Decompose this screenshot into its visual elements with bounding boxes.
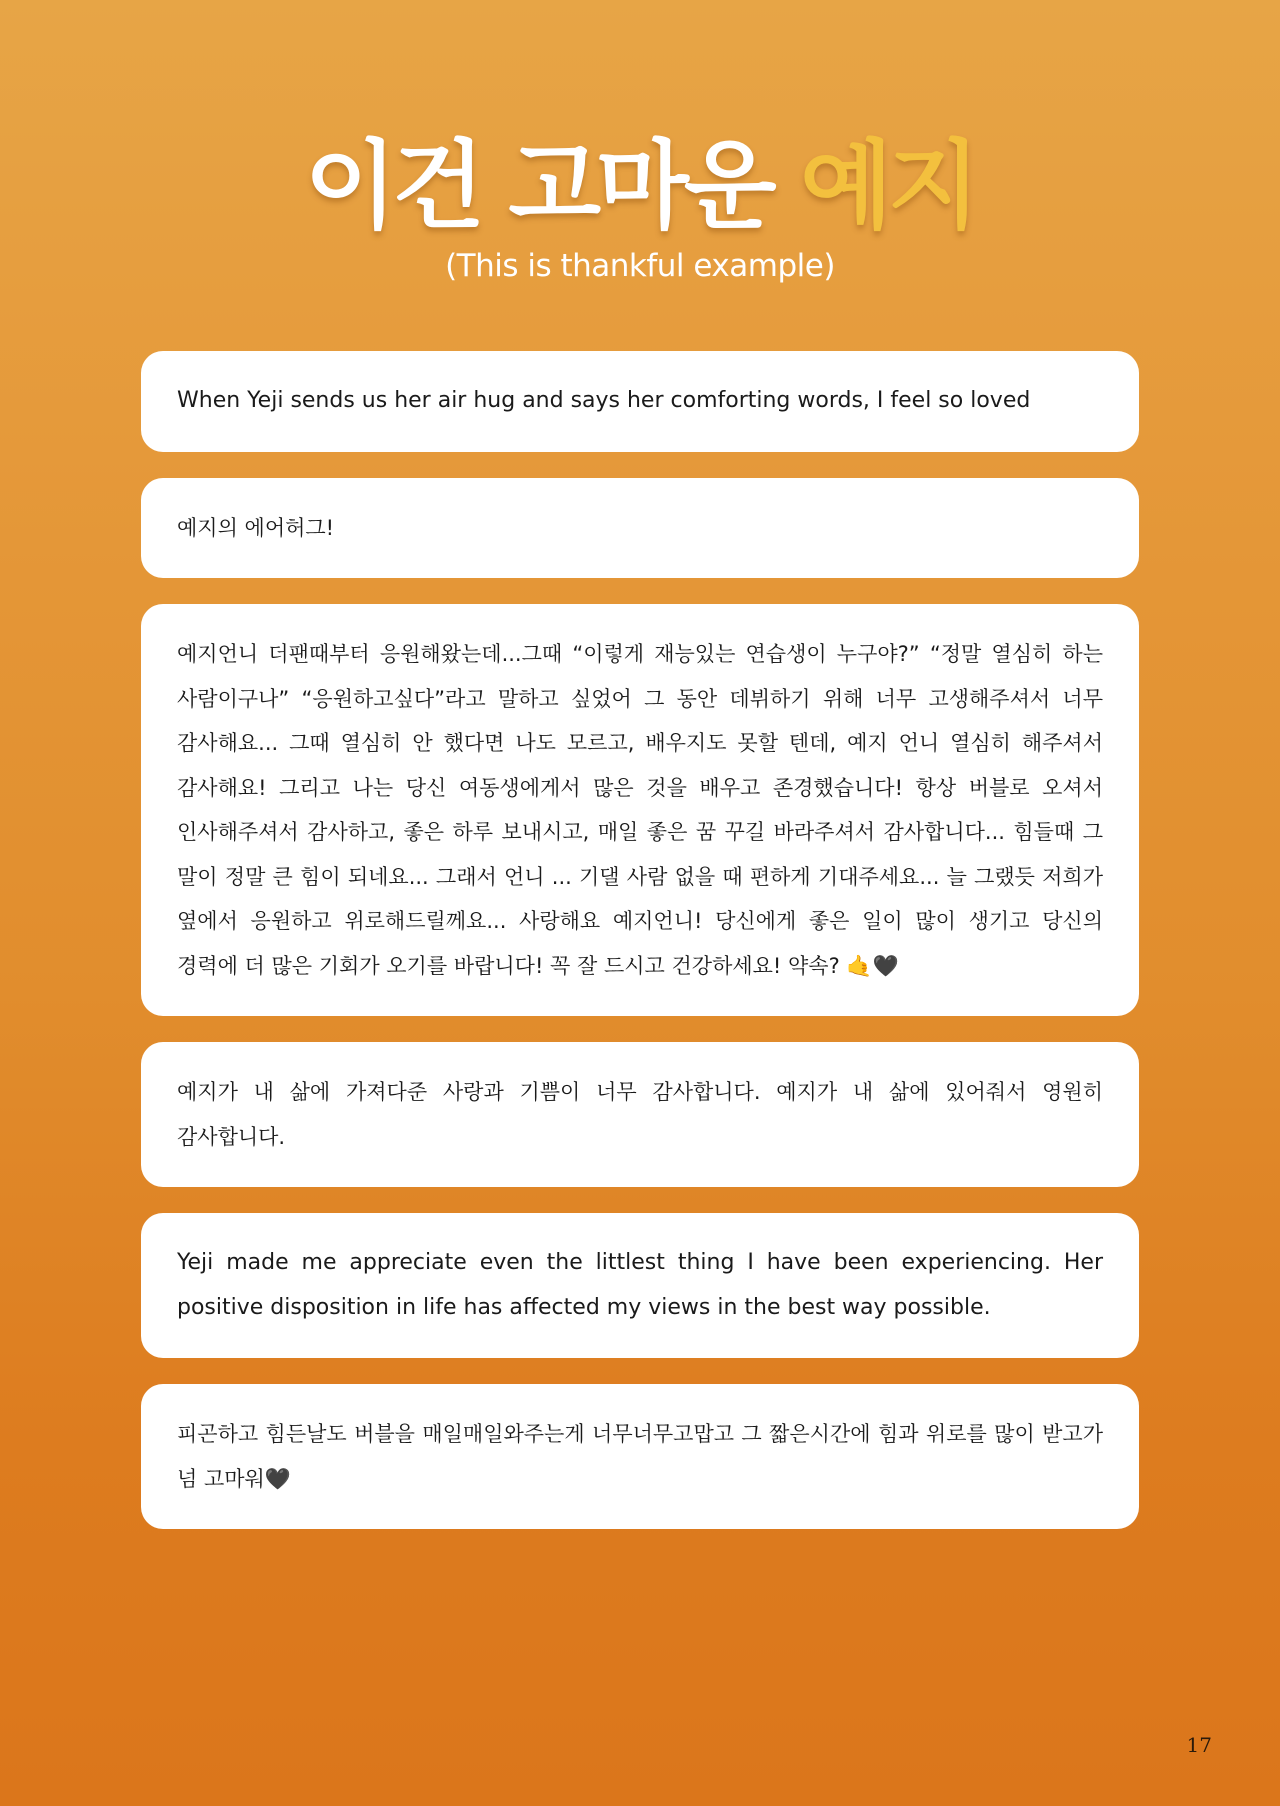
message-text: 예지의 에어허그! — [177, 515, 335, 540]
message-card — [141, 1042, 1139, 1187]
title-main: 이건 고마운 — [304, 130, 772, 242]
page-subtitle: (This is thankful example) — [445, 248, 835, 284]
message-text: 피곤하고 힘든날도 버블을 매일매일와주는게 너무너무고맙고 그 짧은시간에 힘과 위로를 많이 받고가 넘 고마워🖤 — [177, 1422, 1103, 1491]
page-header — [0, 130, 1280, 286]
message-text: When Yeji sends us her air hug and says her comforting words, I feel so loved — [177, 388, 1031, 413]
page-title — [0, 130, 1280, 242]
title-accent: 예지 — [800, 130, 976, 242]
message-text: Yeji made me appreciate even the littlest thing I have been experiencing. Her positive disposition in life has affected my views in the best way possible. — [177, 1250, 1103, 1320]
message-card — [141, 478, 1139, 579]
message-card — [141, 1213, 1139, 1358]
message-card — [141, 1384, 1139, 1529]
message-list — [141, 351, 1139, 1555]
page-number: 17 — [1186, 1733, 1212, 1757]
message-card — [141, 351, 1139, 452]
message-text: 예지언니 더팬때부터 응원해왔는데...그때 “이렇게 재능있는 연습생이 누구야?” “정말 열심히 하는 사람이구나” “응원하고싶다”라고 말하고 싶었어 그 동안 데뷔하기 위해 너무 고생해주셔서 너무 감사해요... 그때 열심히 안 했다면 나도 모르고, 배우지도 못할 텐데, 예지 언니 열심히 해주셔서 감사해요! 그리고 나는 당신 여동생에게서 많은 것을 배우고 존경했습니다! 항상 버블로 오셔서 인사해주셔서 감사하고, 좋은 하루 보내시고, 매일 좋은 꿈 꾸길 바라주셔서 감사합니다... 힘들때 그 말이 정말 큰 힘이 되네요... 그래서 언니 ... 기댈 사람 없을 때 편하게 기대주세요... 늘 그랬듯 저희가 옆에서 응원하고 위로해드릴께요... 사랑해요 예지언니! 당신에게 좋은 일이 많이 생기고 당신의 경력에 더 많은 기회가 오기를 바랍니다! 꼭 잘 드시고 건강하세요! 약속? 🤙🖤 — [177, 642, 1103, 978]
message-card — [141, 604, 1139, 1016]
message-text: 예지가 내 삶에 가져다준 사랑과 기쁨이 너무 감사합니다. 예지가 내 삶에 있어줘서 영원히 감사합니다. — [177, 1080, 1103, 1149]
